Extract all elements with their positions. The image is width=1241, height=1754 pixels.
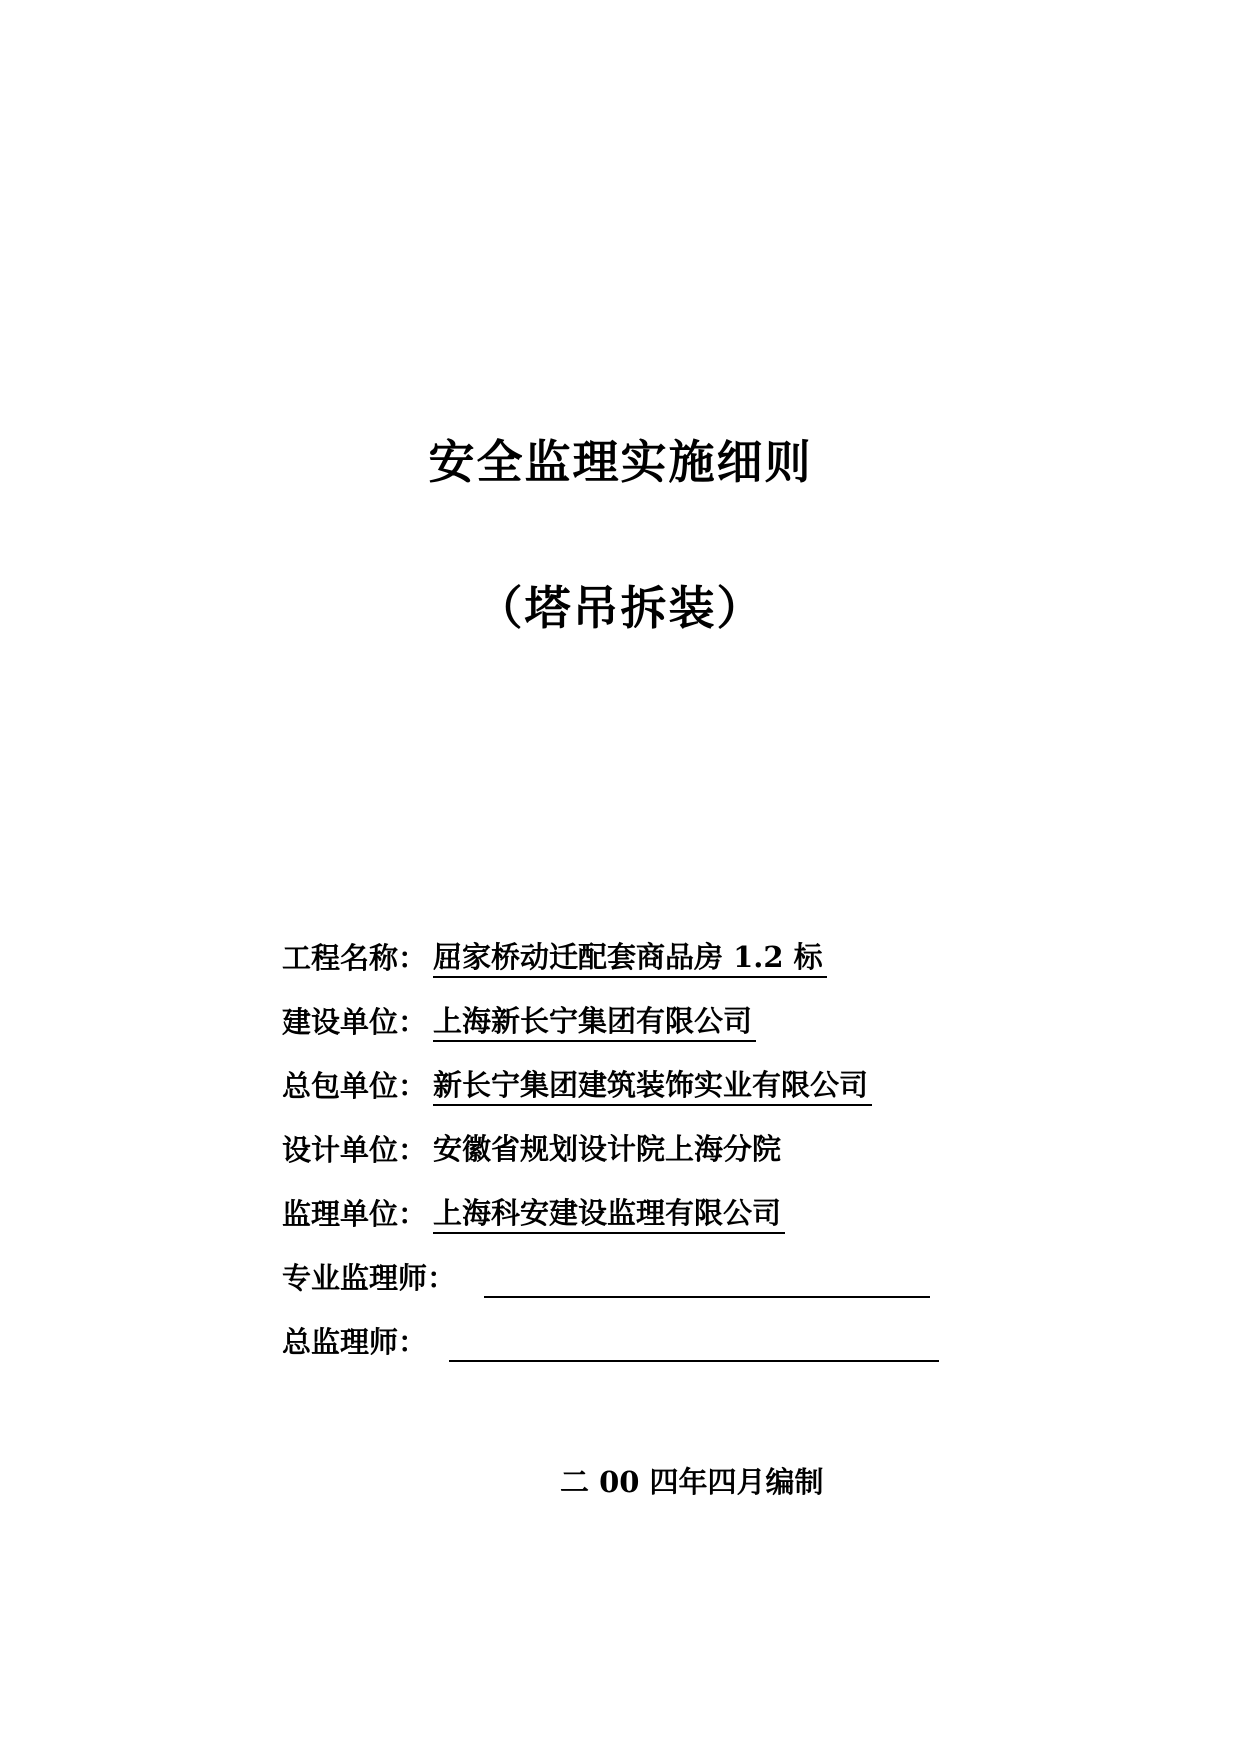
compile-date: 二 00 四年四月编制 [560, 1465, 824, 1499]
field-label: 工程名称： [282, 941, 428, 975]
field-professional-supervisor [282, 1258, 930, 1298]
field-client [282, 1002, 756, 1042]
field-label: 设计单位： [282, 1133, 428, 1167]
field-label: 建设单位： [282, 1005, 428, 1039]
field-value: 上海新长宁集团有限公司 [433, 1002, 756, 1042]
field-project-name [282, 938, 827, 978]
field-value: 新长宁集团建筑装饰实业有限公司 [433, 1066, 872, 1106]
field-general-contractor [282, 1066, 872, 1106]
document-title: 安全监理实施细则 [428, 435, 813, 489]
field-value: 上海科安建设监理有限公司 [433, 1194, 785, 1234]
signature-line [484, 1258, 930, 1298]
field-label: 总包单位： [282, 1069, 428, 1103]
field-label: 专业监理师： [282, 1261, 457, 1295]
field-chief-supervisor [282, 1322, 939, 1362]
signature-line [449, 1322, 939, 1362]
field-design-unit [282, 1130, 785, 1170]
field-value: 屈家桥动迁配套商品房 1.2 标 [433, 938, 827, 978]
field-supervision-unit [282, 1194, 785, 1234]
field-label: 监理单位： [282, 1197, 428, 1231]
field-label: 总监理师： [282, 1325, 428, 1359]
field-value: 安徽省规划设计院上海分院 [433, 1132, 782, 1166]
document-subtitle: （塔吊拆装） [476, 581, 765, 635]
